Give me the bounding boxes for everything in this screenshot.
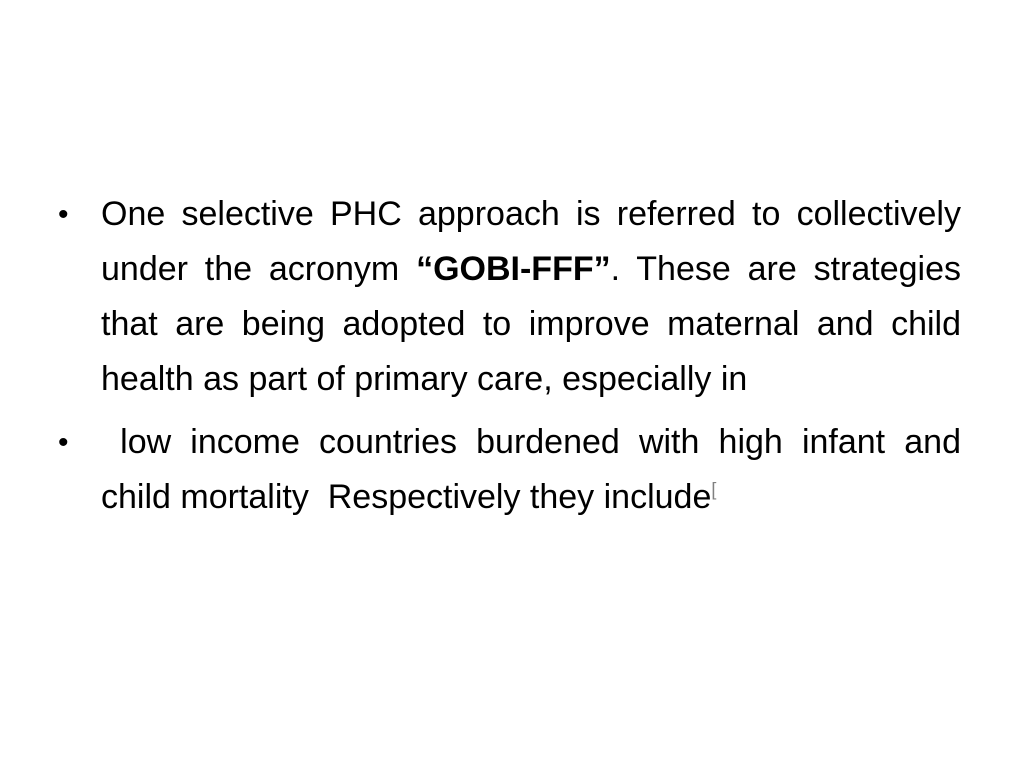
bullet-icon: • — [58, 198, 69, 231]
bullet-text-continued: . These are strategies that are being adopted to improve maternal and child health as part of primary care, especially in — [101, 250, 961, 398]
acronym-text: “GOBI-FFF” — [416, 250, 611, 288]
reference-mark[interactable]: [ — [711, 479, 717, 500]
bullet-text: One selective PHC approach is referred to collectively under the acronym — [101, 195, 961, 288]
slide-body — [58, 187, 980, 525]
bullet-text: low income countries burdened with high infant and child mortality Respectively they include — [101, 423, 980, 516]
bullet-item — [58, 415, 980, 525]
bullet-icon: • — [58, 426, 69, 459]
bullet-item — [58, 187, 961, 407]
